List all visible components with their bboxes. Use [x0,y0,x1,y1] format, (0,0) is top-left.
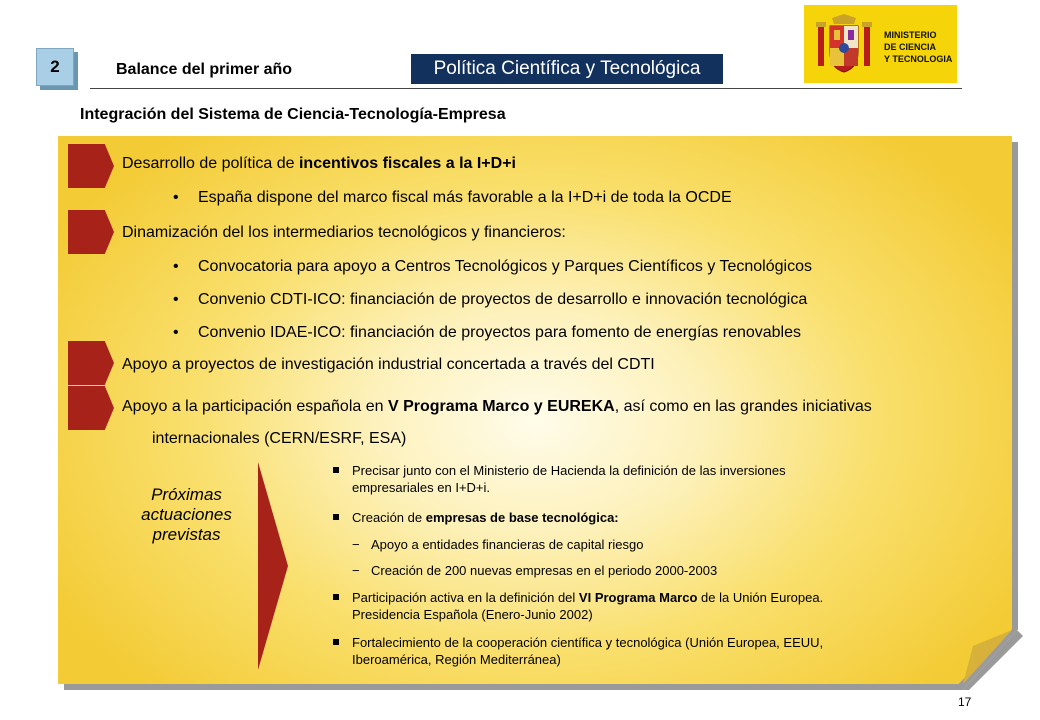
proximas-label-2: actuaciones [141,505,232,524]
planned-ebt [352,509,972,526]
planned-200-empresas: − Creación de 200 nuevas empresas en el periodo 2000-2003 [371,562,991,579]
arrow-marker-1 [68,144,114,188]
proximas-label [104,485,269,545]
item-incentivos [122,155,516,173]
header-title-box: Política Científica y Tecnológica [411,54,723,84]
bullet-idae-ico: • Convenio IDAE-ICO: financiación de proyectos para fomento de energías renovables [198,324,801,342]
proximas-label-3: previstas [152,525,221,544]
planned-vi-programa-line2: Presidencia Española (Enero-Junio 2002) [352,607,593,622]
item-participacion-line2: internacionales (CERN/ESRF, ESA) [152,430,407,447]
ministry-logo [804,5,957,83]
arrow-marker-3 [68,341,114,385]
chevron-right-icon [258,462,288,670]
item-participacion-post: , así como en las grandes iniciativas [614,398,872,415]
planned-ebt-text: Creación de [352,510,426,525]
section-number-badge [36,48,78,90]
arrow-marker-4 [68,386,114,430]
item-dinamizacion: Dinamización del los intermediarios tecnológicos y financieros: [122,224,566,241]
planned-hacienda-line1: Precisar junto con el Ministerio de Hacienda la definición de las inversiones [352,463,786,478]
logo-line-1: MINISTERIO [884,30,937,40]
logo-text [884,29,952,65]
item-participacion [122,398,872,416]
page-number: 17 [958,695,972,709]
header-divider [90,88,962,89]
page-subtitle: Integración del Sistema de Ciencia-Tecnología-Empresa [80,106,506,123]
arrow-marker-2 [68,210,114,254]
item-incentivos-text: Desarrollo de política de [122,155,299,172]
item-incentivos-bold: incentivos fiscales a la I+D+i [298,155,516,172]
planned-cooperacion-line1: Fortalecimiento de la cooperación científica y tecnológica (Unión Europea, EEUU, [352,635,824,650]
bullet-ocde: • España dispone del marco fiscal más favorable a la I+D+i de toda la OCDE [198,189,732,207]
bullet-cdti-ico: • Convenio CDTI-ICO: financiación de proyectos de desarrollo e innovación tecnológica [198,291,807,309]
proximas-label-1: Próximas [151,485,222,504]
planned-vi-programa-text: Participación activa en la definición del [352,590,579,605]
logo-line-3: Y TECNOLOGIA [884,54,953,64]
planned-ebt-bold: empresas de base tecnológica: [425,510,619,525]
item-investigacion: Apoyo a proyectos de investigación industrial concertada a través del CDTI [122,356,655,373]
planned-cooperacion [352,634,972,668]
bullet-convocatoria: • Convocatoria para apoyo a Centros Tecnológicos y Parques Científicos y Tecnológicos [198,258,812,276]
planned-cooperacion-line2: Iberoamérica, Región Mediterránea) [352,652,561,667]
planned-capital-riesgo: − Apoyo a entidades financieras de capital riesgo [371,536,991,553]
planned-vi-programa [352,589,972,623]
planned-vi-programa-post: de la Unión Europea. [697,590,824,605]
planned-hacienda-line2: empresariales en I+D+i. [352,480,491,495]
item-participacion-text: Apoyo a la participación española en [122,398,388,415]
section-title: Balance del primer año [116,61,293,78]
section-number: 2 [36,48,74,86]
coat-of-arms-icon [812,12,876,76]
item-participacion-bold: V Programa Marco y EUREKA [387,398,615,415]
logo-line-2: DE CIENCIA [884,42,937,52]
planned-hacienda [352,462,972,496]
planned-vi-programa-bold: VI Programa Marco [578,590,698,605]
page-curl-icon [963,630,1023,690]
